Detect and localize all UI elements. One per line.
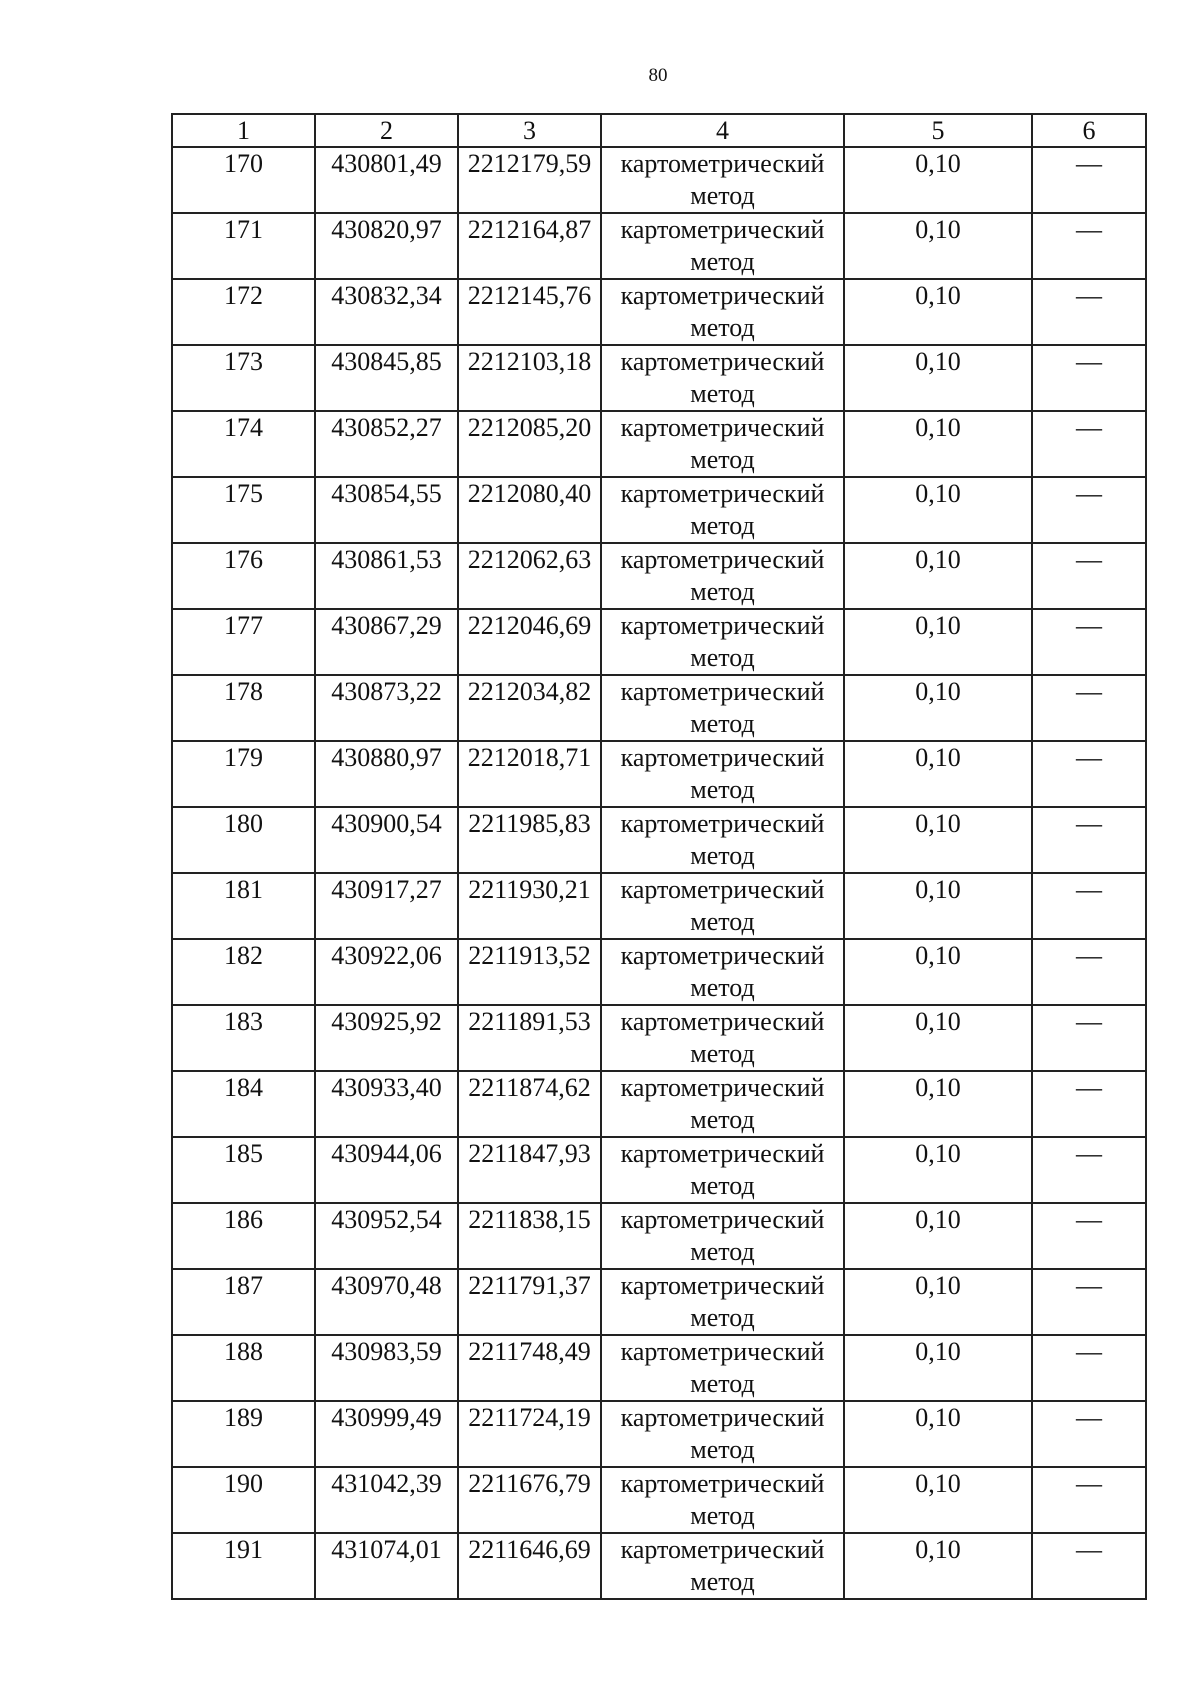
- y-coordinate-cell: 2211646,69: [458, 1533, 601, 1599]
- y-coordinate-cell: 2212062,63: [458, 543, 601, 609]
- table-header: [172, 114, 1146, 147]
- x-coordinate-cell: 430832,34: [315, 279, 458, 345]
- column-header-3: 3: [458, 114, 601, 147]
- page-number: 80: [648, 65, 668, 86]
- x-coordinate-cell: 430854,55: [315, 477, 458, 543]
- point-number-cell: 170: [172, 147, 315, 213]
- y-coordinate-cell: 2211791,37: [458, 1269, 601, 1335]
- method-cell: [601, 213, 844, 279]
- note-cell: —: [1032, 873, 1146, 939]
- method-line-2: метод: [690, 643, 755, 672]
- method-cell: [601, 675, 844, 741]
- method-cell: [601, 807, 844, 873]
- table-row: [172, 807, 1146, 873]
- accuracy-cell: 0,10: [844, 1467, 1032, 1533]
- point-number-cell: 172: [172, 279, 315, 345]
- accuracy-cell: 0,10: [844, 1533, 1032, 1599]
- y-coordinate-cell: 2211985,83: [458, 807, 601, 873]
- table-row: [172, 1335, 1146, 1401]
- method-cell: [601, 345, 844, 411]
- x-coordinate-cell: 431074,01: [315, 1533, 458, 1599]
- method-line-2: метод: [690, 247, 755, 276]
- table-row: [172, 1401, 1146, 1467]
- table-row: [172, 1137, 1146, 1203]
- accuracy-cell: 0,10: [844, 1401, 1032, 1467]
- x-coordinate-cell: 430820,97: [315, 213, 458, 279]
- method-cell: [601, 1005, 844, 1071]
- table-row: [172, 1005, 1146, 1071]
- method-cell: [601, 279, 844, 345]
- method-line-1: картометрический: [620, 1205, 825, 1234]
- table-row: [172, 1533, 1146, 1599]
- method-line-1: картометрический: [620, 1007, 825, 1036]
- method-cell: [601, 411, 844, 477]
- x-coordinate-cell: 430944,06: [315, 1137, 458, 1203]
- method-cell: [601, 1071, 844, 1137]
- note-cell: —: [1032, 477, 1146, 543]
- note-cell: —: [1032, 807, 1146, 873]
- point-number-cell: 176: [172, 543, 315, 609]
- point-number-cell: 175: [172, 477, 315, 543]
- y-coordinate-cell: 2211930,21: [458, 873, 601, 939]
- method-line-2: метод: [690, 1567, 755, 1596]
- point-number-cell: 174: [172, 411, 315, 477]
- point-number-cell: 189: [172, 1401, 315, 1467]
- y-coordinate-cell: 2211838,15: [458, 1203, 601, 1269]
- table-row: [172, 411, 1146, 477]
- point-number-cell: 182: [172, 939, 315, 1005]
- method-line-2: метод: [690, 379, 755, 408]
- method-line-2: метод: [690, 973, 755, 1002]
- point-number-cell: 184: [172, 1071, 315, 1137]
- method-line-1: картометрический: [620, 1403, 825, 1432]
- point-number-cell: 190: [172, 1467, 315, 1533]
- method-cell: [601, 1269, 844, 1335]
- method-line-1: картометрический: [620, 1337, 825, 1366]
- accuracy-cell: 0,10: [844, 543, 1032, 609]
- method-cell: [601, 147, 844, 213]
- accuracy-cell: 0,10: [844, 411, 1032, 477]
- x-coordinate-cell: 430880,97: [315, 741, 458, 807]
- note-cell: —: [1032, 609, 1146, 675]
- y-coordinate-cell: 2212046,69: [458, 609, 601, 675]
- x-coordinate-cell: 430873,22: [315, 675, 458, 741]
- note-cell: —: [1032, 213, 1146, 279]
- method-line-2: метод: [690, 1435, 755, 1464]
- method-line-1: картометрический: [620, 1073, 825, 1102]
- method-cell: [601, 741, 844, 807]
- coordinates-table: [171, 113, 1147, 1600]
- x-coordinate-cell: 430933,40: [315, 1071, 458, 1137]
- method-line-2: метод: [690, 577, 755, 606]
- method-line-1: картометрический: [620, 1139, 825, 1168]
- method-line-1: картометрический: [620, 1535, 825, 1564]
- x-coordinate-cell: 430801,49: [315, 147, 458, 213]
- y-coordinate-cell: 2211724,19: [458, 1401, 601, 1467]
- method-cell: [601, 1467, 844, 1533]
- note-cell: —: [1032, 1467, 1146, 1533]
- method-cell: [601, 873, 844, 939]
- x-coordinate-cell: 430925,92: [315, 1005, 458, 1071]
- method-line-1: картометрический: [620, 1271, 825, 1300]
- table-body: [172, 147, 1146, 1599]
- x-coordinate-cell: 430900,54: [315, 807, 458, 873]
- accuracy-cell: 0,10: [844, 213, 1032, 279]
- table-row: [172, 1203, 1146, 1269]
- note-cell: —: [1032, 741, 1146, 807]
- method-line-2: метод: [690, 841, 755, 870]
- note-cell: —: [1032, 675, 1146, 741]
- point-number-cell: 177: [172, 609, 315, 675]
- table-row: [172, 939, 1146, 1005]
- method-line-2: метод: [690, 1303, 755, 1332]
- note-cell: —: [1032, 279, 1146, 345]
- method-cell: [601, 1335, 844, 1401]
- method-line-1: картометрический: [620, 677, 825, 706]
- method-line-2: метод: [690, 181, 755, 210]
- method-line-2: метод: [690, 1105, 755, 1134]
- y-coordinate-cell: 2211913,52: [458, 939, 601, 1005]
- method-line-1: картометрический: [620, 347, 825, 376]
- x-coordinate-cell: 430970,48: [315, 1269, 458, 1335]
- method-line-1: картометрический: [620, 875, 825, 904]
- note-cell: —: [1032, 1005, 1146, 1071]
- point-number-cell: 185: [172, 1137, 315, 1203]
- column-header-4: 4: [601, 114, 844, 147]
- accuracy-cell: 0,10: [844, 1335, 1032, 1401]
- accuracy-cell: 0,10: [844, 1137, 1032, 1203]
- method-line-2: метод: [690, 709, 755, 738]
- table-row: [172, 345, 1146, 411]
- method-line-2: метод: [690, 511, 755, 540]
- column-header-2: 2: [315, 114, 458, 147]
- method-cell: [601, 543, 844, 609]
- y-coordinate-cell: 2212085,20: [458, 411, 601, 477]
- point-number-cell: 186: [172, 1203, 315, 1269]
- accuracy-cell: 0,10: [844, 1005, 1032, 1071]
- accuracy-cell: 0,10: [844, 609, 1032, 675]
- method-line-1: картометрический: [620, 941, 825, 970]
- accuracy-cell: 0,10: [844, 807, 1032, 873]
- method-line-1: картометрический: [620, 281, 825, 310]
- y-coordinate-cell: 2211748,49: [458, 1335, 601, 1401]
- accuracy-cell: 0,10: [844, 939, 1032, 1005]
- x-coordinate-cell: 430999,49: [315, 1401, 458, 1467]
- x-coordinate-cell: 431042,39: [315, 1467, 458, 1533]
- method-line-2: метод: [690, 775, 755, 804]
- x-coordinate-cell: 430867,29: [315, 609, 458, 675]
- note-cell: —: [1032, 1335, 1146, 1401]
- method-line-1: картометрический: [620, 413, 825, 442]
- method-line-2: метод: [690, 1171, 755, 1200]
- accuracy-cell: 0,10: [844, 873, 1032, 939]
- y-coordinate-cell: 2212103,18: [458, 345, 601, 411]
- accuracy-cell: 0,10: [844, 1203, 1032, 1269]
- point-number-cell: 171: [172, 213, 315, 279]
- x-coordinate-cell: 430917,27: [315, 873, 458, 939]
- table-row: [172, 609, 1146, 675]
- y-coordinate-cell: 2212080,40: [458, 477, 601, 543]
- table-row: [172, 1071, 1146, 1137]
- method-line-1: картометрический: [620, 545, 825, 574]
- note-cell: —: [1032, 1203, 1146, 1269]
- method-cell: [601, 939, 844, 1005]
- method-cell: [601, 1137, 844, 1203]
- table-row: [172, 147, 1146, 213]
- point-number-cell: 173: [172, 345, 315, 411]
- accuracy-cell: 0,10: [844, 1071, 1032, 1137]
- accuracy-cell: 0,10: [844, 279, 1032, 345]
- x-coordinate-cell: 430922,06: [315, 939, 458, 1005]
- y-coordinate-cell: 2211874,62: [458, 1071, 601, 1137]
- note-cell: —: [1032, 543, 1146, 609]
- table-row: [172, 477, 1146, 543]
- y-coordinate-cell: 2211847,93: [458, 1137, 601, 1203]
- table-row: [172, 1467, 1146, 1533]
- method-line-2: метод: [690, 1237, 755, 1266]
- method-line-1: картометрический: [620, 809, 825, 838]
- point-number-cell: 180: [172, 807, 315, 873]
- method-line-2: метод: [690, 907, 755, 936]
- note-cell: —: [1032, 1137, 1146, 1203]
- method-cell: [601, 1533, 844, 1599]
- method-line-1: картометрический: [620, 149, 825, 178]
- x-coordinate-cell: 430983,59: [315, 1335, 458, 1401]
- y-coordinate-cell: 2212034,82: [458, 675, 601, 741]
- point-number-cell: 178: [172, 675, 315, 741]
- point-number-cell: 191: [172, 1533, 315, 1599]
- x-coordinate-cell: 430852,27: [315, 411, 458, 477]
- column-header-5: 5: [844, 114, 1032, 147]
- note-cell: —: [1032, 147, 1146, 213]
- y-coordinate-cell: 2212145,76: [458, 279, 601, 345]
- accuracy-cell: 0,10: [844, 147, 1032, 213]
- method-cell: [601, 609, 844, 675]
- accuracy-cell: 0,10: [844, 741, 1032, 807]
- note-cell: —: [1032, 939, 1146, 1005]
- header-row: [172, 114, 1146, 147]
- accuracy-cell: 0,10: [844, 1269, 1032, 1335]
- method-line-2: метод: [690, 1501, 755, 1530]
- y-coordinate-cell: 2212018,71: [458, 741, 601, 807]
- method-cell: [601, 1401, 844, 1467]
- column-header-1: 1: [172, 114, 315, 147]
- y-coordinate-cell: 2212179,59: [458, 147, 601, 213]
- method-line-2: метод: [690, 445, 755, 474]
- table-row: [172, 873, 1146, 939]
- x-coordinate-cell: 430861,53: [315, 543, 458, 609]
- y-coordinate-cell: 2211676,79: [458, 1467, 601, 1533]
- column-header-6: 6: [1032, 114, 1146, 147]
- table-row: [172, 741, 1146, 807]
- note-cell: —: [1032, 1269, 1146, 1335]
- method-line-1: картометрический: [620, 743, 825, 772]
- x-coordinate-cell: 430845,85: [315, 345, 458, 411]
- x-coordinate-cell: 430952,54: [315, 1203, 458, 1269]
- point-number-cell: 187: [172, 1269, 315, 1335]
- method-line-1: картометрический: [620, 479, 825, 508]
- method-line-2: метод: [690, 313, 755, 342]
- note-cell: —: [1032, 411, 1146, 477]
- table-row: [172, 675, 1146, 741]
- accuracy-cell: 0,10: [844, 477, 1032, 543]
- point-number-cell: 181: [172, 873, 315, 939]
- note-cell: —: [1032, 1071, 1146, 1137]
- accuracy-cell: 0,10: [844, 345, 1032, 411]
- method-cell: [601, 1203, 844, 1269]
- method-line-2: метод: [690, 1039, 755, 1068]
- y-coordinate-cell: 2211891,53: [458, 1005, 601, 1071]
- table-row: [172, 279, 1146, 345]
- point-number-cell: 188: [172, 1335, 315, 1401]
- table-row: [172, 543, 1146, 609]
- point-number-cell: 183: [172, 1005, 315, 1071]
- note-cell: —: [1032, 1533, 1146, 1599]
- method-line-1: картометрический: [620, 611, 825, 640]
- point-number-cell: 179: [172, 741, 315, 807]
- y-coordinate-cell: 2212164,87: [458, 213, 601, 279]
- method-cell: [601, 477, 844, 543]
- method-line-2: метод: [690, 1369, 755, 1398]
- note-cell: —: [1032, 1401, 1146, 1467]
- accuracy-cell: 0,10: [844, 675, 1032, 741]
- method-line-1: картометрический: [620, 215, 825, 244]
- table-row: [172, 213, 1146, 279]
- method-line-1: картометрический: [620, 1469, 825, 1498]
- note-cell: —: [1032, 345, 1146, 411]
- table-row: [172, 1269, 1146, 1335]
